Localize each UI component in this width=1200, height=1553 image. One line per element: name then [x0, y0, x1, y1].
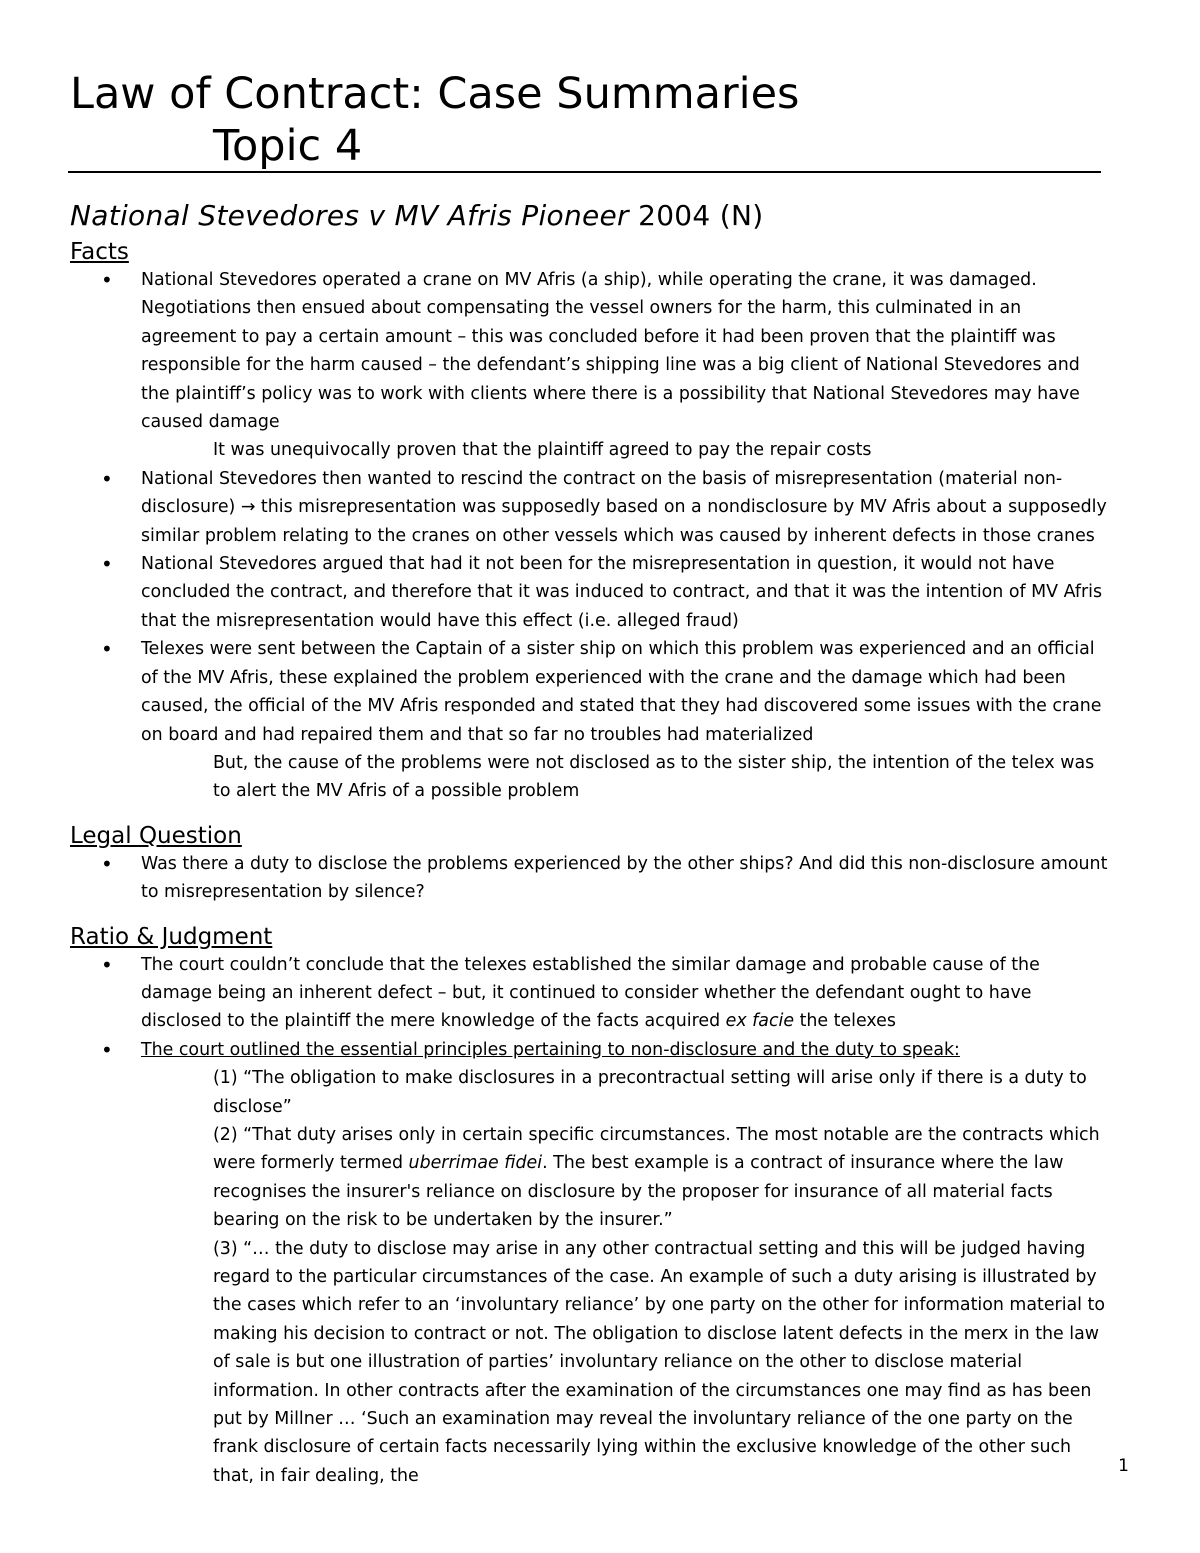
list-item	[70, 850, 1110, 907]
title-line-1: Law of Contract: Case Summaries	[70, 69, 800, 119]
principle-2	[141, 1121, 1110, 1235]
list-item	[70, 1036, 1110, 1491]
bullet-icon: •	[101, 268, 113, 292]
list-item	[70, 465, 1110, 550]
list-item	[70, 266, 1110, 465]
legal-question-heading: Legal Question	[70, 822, 242, 849]
document-body	[70, 194, 1110, 1490]
page-number: 1	[1118, 1456, 1129, 1476]
list-item-text: Was there a duty to disclose the problems experienced by the other ships? And did this non-disclosure amount to misrepresentation by silence?	[141, 853, 1108, 903]
list-item	[70, 550, 1110, 635]
list-item-text: the telexes	[794, 1011, 896, 1032]
document-title	[70, 68, 799, 172]
title-line-2: Topic 4	[213, 121, 363, 171]
list-item-text: National Stevedores then wanted to rescind the contract on the basis of misrepresentation (material non-disclosure) → this misrepresentation was supposedly based on a nondisclosure by MV Afris about a supposedly similar problem relating to the cranes on other vessels which was caused by inherent defects in those cranes	[141, 468, 1107, 546]
case-meta: 2004 (N)	[628, 199, 764, 232]
latin-term: uberrimae fidei	[408, 1153, 543, 1174]
principle-1: (1) “The obligation to make disclosures in a precontractual setting will arise only if there is a duty to disclose”	[213, 1068, 1087, 1117]
bullet-icon: •	[101, 552, 113, 577]
case-name: National Stevedores v MV Afris Pioneer	[70, 199, 629, 232]
list-item-text: National Stevedores operated a crane on MV Afris (a ship), while operating the crane, it was damaged. Negotiations then ensued about compensating the vessel owners for the harm, this culminated in an agreement to pay a certain amount – this was concluded before it had been proven that the plaintiff was responsible for the harm caused – the defendant’s shipping line was a big client of National Stevedores and the plaintiff’s policy was to work with clients where there is a possibility that National Stevedores may have caused damage	[141, 270, 1080, 433]
principle-text: (2) “That duty arises only in certain specific circumstances. The most notable are the contracts which were formerly termed	[213, 1124, 1100, 1174]
bullet-icon: •	[101, 851, 113, 876]
ratio-heading: Ratio & Judgment	[70, 923, 273, 950]
latin-term: ex facie	[725, 1011, 795, 1032]
bullet-icon: •	[101, 1037, 113, 1062]
list-item-text: Telexes were sent between the Captain of a sister ship on which this problem was experienced and an official of the MV Afris, these explained the problem experienced with the crane and the damage which had been caused, the official of the MV Afris responded and stated that they had discovered some issues with the crane on board and had repaired them and that so far no troubles had materialized	[141, 639, 1102, 745]
principle-text: . The best example is a contract of insurance where the law recognises the insurer's reliance on disclosure by the proposer for insurance of all material facts bearing on the risk to be undertaken by the insurer.”	[213, 1153, 1064, 1231]
list-item	[70, 951, 1110, 1036]
title-rule	[68, 171, 1101, 173]
case-heading	[70, 194, 1110, 238]
bullet-icon: •	[101, 952, 113, 977]
list-item	[70, 635, 1110, 805]
list-subitem-text: But, the cause of the problems were not disclosed as to the sister ship, the intention of the telex was to alert the MV Afris of a possible problem	[213, 752, 1095, 802]
legal-question-list	[70, 850, 1110, 907]
list-item-text: The court couldn’t conclude that the telexes established the similar damage and probable cause of the damage being an inherent defect – but, it continued to consider whether the defendant ought to have disclosed to the plaintiff the mere knowledge of the facts acquired	[141, 954, 1040, 1032]
bullet-icon: •	[101, 637, 113, 662]
list-subitem-text: It was unequivocally proven that the plaintiff agreed to pay the repair costs	[213, 440, 872, 461]
bullet-icon: •	[101, 466, 113, 491]
ratio-list	[70, 951, 1110, 1491]
list-item-text: National Stevedores argued that had it not been for the misrepresentation in question, it would not have concluded the contract, and therefore that it was induced to contract, and that it was the intention of MV Afris that the misrepresentation would have this effect (i.e. alleged fraud)	[141, 554, 1103, 631]
facts-heading: Facts	[70, 239, 129, 265]
list-item-text: The court outlined the essential principles pertaining to non-disclosure and the duty to speak:	[141, 1039, 960, 1060]
facts-list	[70, 266, 1110, 806]
principle-3: (3) “… the duty to disclose may arise in any other contractual setting and this will be judged having regard to the particular circumstances of the case. An example of such a duty arising is illustrated by the cases which refer to an ‘involuntary reliance’ by one party on the other for information material to making his decision to contract or not. The obligation to disclose latent defects in the merx in the law of sale is but one illustration of parties’ involuntary reliance on the other to disclose material information. In other contracts after the examination of the circumstances one may find as has been put by Millner … ‘Such an examination may reveal the involuntary reliance of the one party on the frank disclosure of certain facts necessarily lying within the exclusive knowledge of the other such that, in fair dealing, the	[213, 1238, 1105, 1486]
